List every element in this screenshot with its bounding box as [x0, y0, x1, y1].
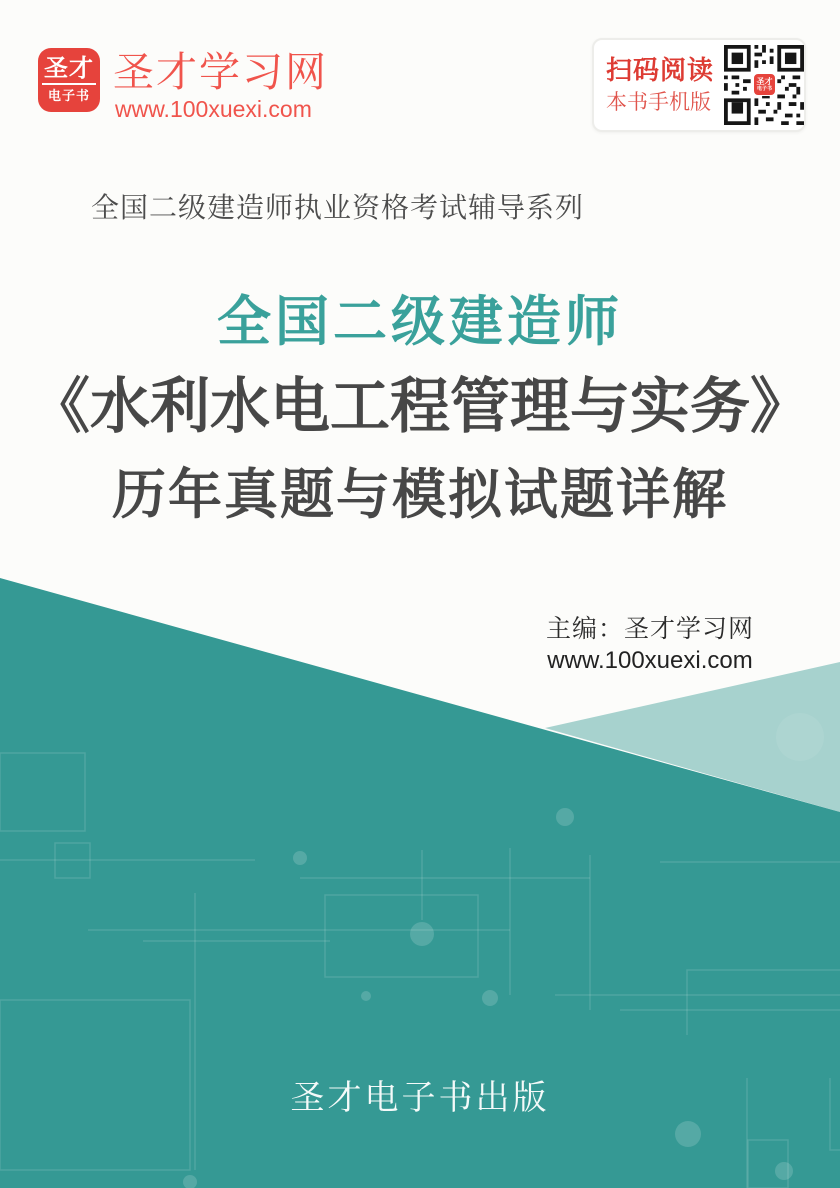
- publisher-label: 圣才电子书出版: [290, 1079, 550, 1117]
- qr-code-icon: [724, 45, 804, 125]
- shengcai-logo[interactable]: [38, 48, 100, 112]
- title-line3: 历年真题与模拟试题详解: [112, 465, 728, 525]
- qr-panel[interactable]: [592, 38, 806, 132]
- qr-caption-line2: 本书手机版: [606, 90, 711, 114]
- title-line1: 全国二级建造师: [217, 292, 623, 352]
- qr-caption-line1: 扫码阅读: [606, 54, 715, 85]
- wedge-soft-dot: [776, 713, 824, 761]
- site-name: 圣才学习网: [113, 49, 328, 95]
- editor-line: 主编：圣才学习网: [545, 615, 754, 643]
- editor-url[interactable]: www.100xuexi.com: [547, 647, 753, 674]
- series-label: 全国二级建造师执业资格考试辅导系列: [91, 192, 585, 223]
- qr-center-logo-text-bottom: 电子书: [756, 86, 772, 92]
- qr-center-logo: [753, 73, 776, 96]
- site-url[interactable]: www.100xuexi.com: [115, 96, 312, 122]
- qr-center-logo-text-top: 圣才: [756, 77, 773, 86]
- qr-captions: [606, 54, 715, 114]
- logo-text-top: 圣才: [42, 56, 96, 85]
- title-line2: 《水利水电工程管理与实务》: [30, 373, 810, 440]
- logo-text-bottom: 电子书: [47, 88, 90, 103]
- editor-block: [500, 612, 800, 676]
